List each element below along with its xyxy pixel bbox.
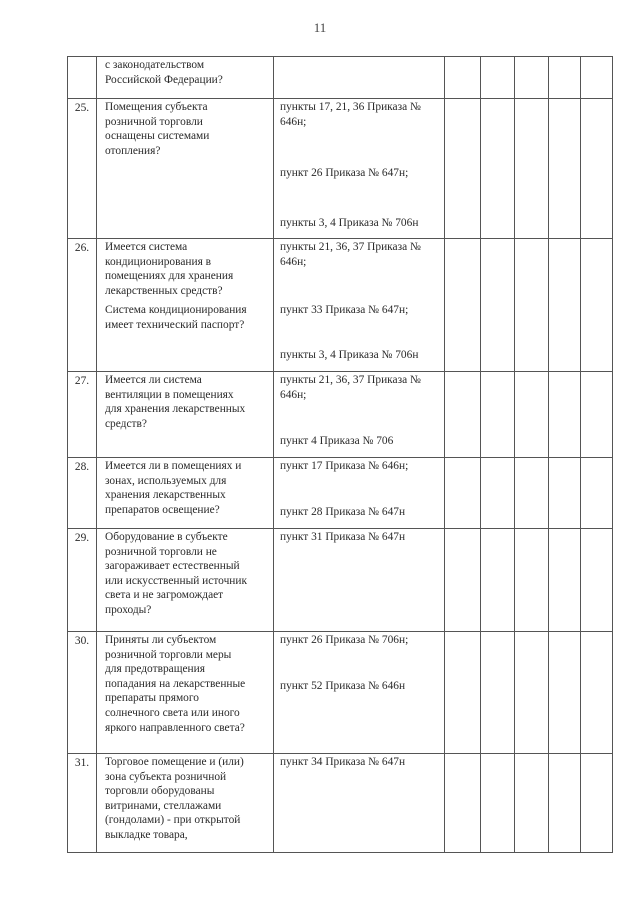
legal-reference-text: пункты 3, 4 Приказа № 706н <box>280 217 419 229</box>
question-cell <box>97 754 274 853</box>
answer-cell <box>515 239 549 372</box>
table-row <box>68 99 613 239</box>
question-text: Имеется ли система вентиляции в помещениях для хранения лекарственных средств? <box>105 374 246 430</box>
answer-cell <box>581 754 613 853</box>
question-cell <box>97 99 274 239</box>
question-cell <box>97 529 274 632</box>
answer-cell <box>445 99 481 239</box>
question-text: Оборудование в субъекте розничной торговли не загораживает естественный или искусственный источник света и не загромождает проходы? <box>105 531 248 616</box>
legal-reference-text: пункт 26 Приказа № 706н; <box>280 634 409 646</box>
table-row <box>68 754 613 853</box>
legal-reference-cell <box>274 529 445 632</box>
answer-cell <box>581 632 613 754</box>
answer-cell <box>581 57 613 99</box>
answer-cell <box>481 239 515 372</box>
answer-cell <box>549 754 581 853</box>
table-row <box>68 239 613 372</box>
table-row <box>68 529 613 632</box>
legal-reference-cell <box>274 239 445 372</box>
answer-cell <box>581 529 613 632</box>
question-text: Торговое помещение и (или) зона субъекта розничной торговли оборудованы витринами, стеллажами (гондолами) - при открытой выкладке товара, <box>105 756 244 841</box>
question-text: Имеется ли в помещениях и зонах, используемых для хранения лекарственных препаратов освещение? <box>105 460 242 516</box>
answer-cell <box>515 458 549 529</box>
answer-cell <box>515 99 549 239</box>
question-cell <box>97 57 274 99</box>
answer-cell <box>549 239 581 372</box>
answer-cell <box>581 99 613 239</box>
answer-cell <box>549 57 581 99</box>
item-number: 28. <box>68 458 97 529</box>
answer-cell <box>445 372 481 458</box>
answer-cell <box>515 754 549 853</box>
answer-cell <box>445 57 481 99</box>
legal-reference-text: пункты 21, 36, 37 Приказа № 646н; <box>280 241 421 268</box>
item-number: 29. <box>68 529 97 632</box>
answer-cell <box>445 754 481 853</box>
answer-cell <box>481 458 515 529</box>
item-number: 31. <box>68 754 97 853</box>
legal-reference-text: пункты 21, 36, 37 Приказа № 646н; <box>280 374 421 401</box>
item-number: 27. <box>68 372 97 458</box>
answer-cell <box>481 372 515 458</box>
legal-reference-text: пункт 34 Приказа № 647н <box>280 756 406 768</box>
question-text: с законодательством Российской Федерации? <box>105 59 223 86</box>
item-number: 30. <box>68 632 97 754</box>
answer-cell <box>515 57 549 99</box>
answer-cell <box>549 632 581 754</box>
answer-cell <box>515 632 549 754</box>
question-cell <box>97 239 274 372</box>
legal-reference-text: пункт 33 Приказа № 647н; <box>280 304 409 316</box>
answer-cell <box>445 529 481 632</box>
answer-cell <box>481 632 515 754</box>
question-text: Помещения субъекта розничной торговли оснащены системами отопления? <box>105 101 210 157</box>
answer-cell <box>481 529 515 632</box>
answer-cell <box>549 529 581 632</box>
answer-cell <box>549 458 581 529</box>
answer-cell <box>481 57 515 99</box>
item-number <box>68 57 97 99</box>
legal-reference-text: пункт 17 Приказа № 646н; <box>280 460 409 472</box>
item-number: 25. <box>68 99 97 239</box>
question-cell <box>97 458 274 529</box>
question-cell <box>97 632 274 754</box>
checklist-rows <box>68 57 613 853</box>
answer-cell <box>581 458 613 529</box>
legal-reference-cell <box>274 754 445 853</box>
answer-cell <box>481 754 515 853</box>
legal-reference-cell <box>274 632 445 754</box>
legal-reference-text: пункт 52 Приказа № 646н <box>280 680 406 692</box>
answer-cell <box>445 632 481 754</box>
legal-reference-text: пункт 26 Приказа № 647н; <box>280 167 409 179</box>
answer-cell <box>445 239 481 372</box>
question-cell <box>97 372 274 458</box>
legal-reference-text: пункт 4 Приказа № 706 <box>280 435 394 447</box>
question-text: Система кондиционирования имеет технический паспорт? <box>105 304 247 331</box>
legal-reference-text: пункт 28 Приказа № 647н <box>280 506 406 518</box>
answer-cell <box>581 239 613 372</box>
legal-reference-cell <box>274 57 445 99</box>
legal-reference-text: пункты 17, 21, 36 Приказа № 646н; <box>280 101 421 128</box>
answer-cell <box>515 529 549 632</box>
answer-cell <box>515 372 549 458</box>
table-row <box>68 458 613 529</box>
page-number: 11 <box>313 20 327 35</box>
legal-reference-text: пункты 3, 4 Приказа № 706н <box>280 349 419 361</box>
question-text: Приняты ли субъектом розничной торговли меры для предотвращения попадания на лекарственные препараты прямого солнечного света или иного яркого направленного света? <box>105 634 246 734</box>
table-row <box>68 372 613 458</box>
legal-reference-text: пункт 31 Приказа № 647н <box>280 531 406 543</box>
answer-cell <box>481 99 515 239</box>
answer-cell <box>549 372 581 458</box>
checklist-table <box>67 56 613 853</box>
answer-cell <box>581 372 613 458</box>
question-text: Имеется система кондиционирования в помещениях для хранения лекарственных средств? <box>105 241 234 297</box>
legal-reference-cell <box>274 99 445 239</box>
table-row <box>68 57 613 99</box>
answer-cell <box>445 458 481 529</box>
legal-reference-cell <box>274 372 445 458</box>
legal-reference-cell <box>274 458 445 529</box>
table-row <box>68 632 613 754</box>
answer-cell <box>549 99 581 239</box>
item-number: 26. <box>68 239 97 372</box>
